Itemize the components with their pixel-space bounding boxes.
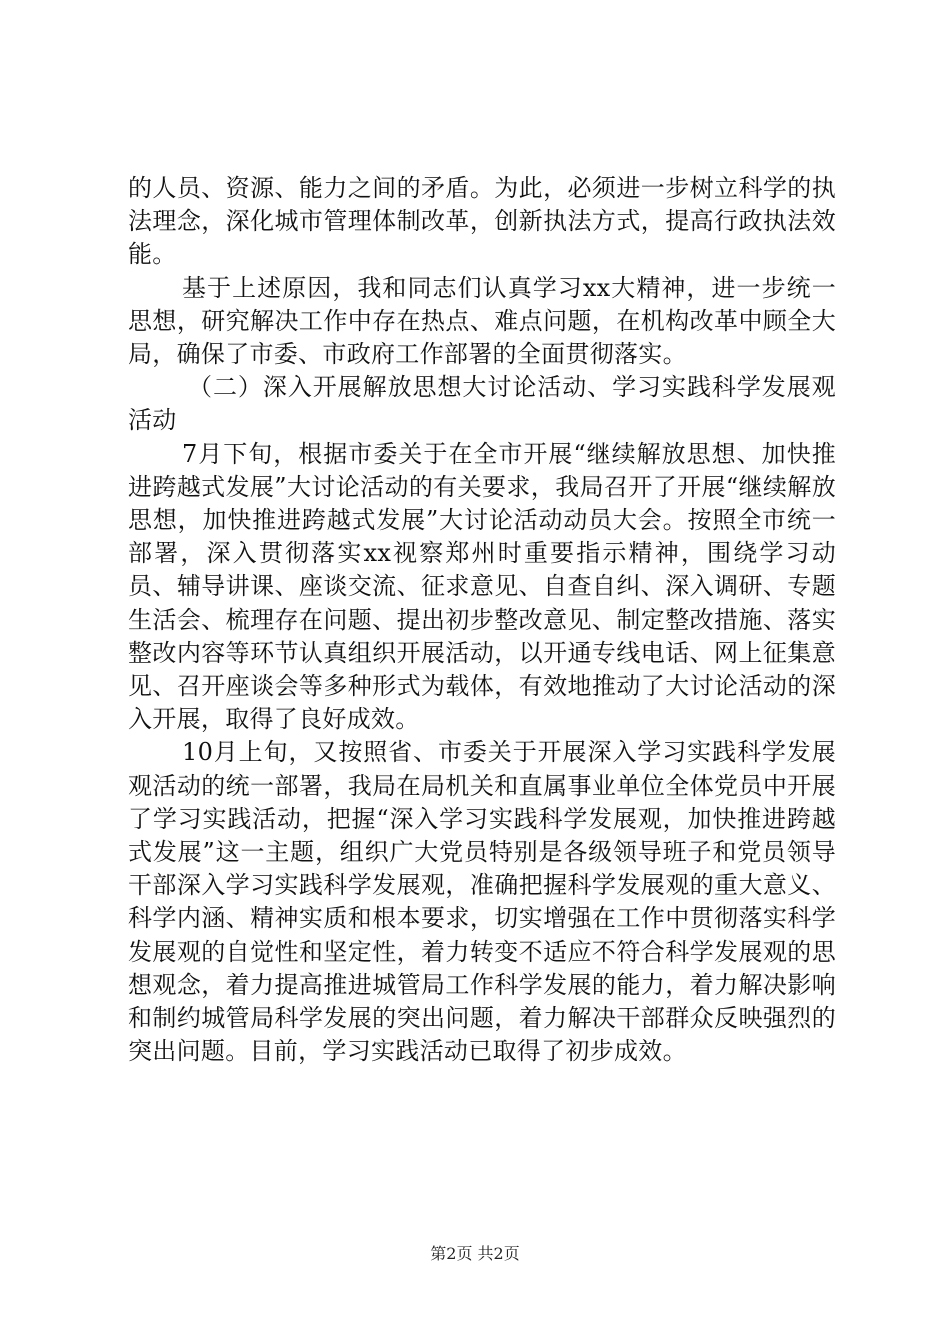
paragraph-july-discussion: 7月下旬，根据市委关于在全市开展“继续解放思想、加快推进跨越式发展”大讨论活动的有关要求，我局召开了开展“继续解放思想，加快推进跨越式发展”大讨论活动动员大会。按照全市统一部署，深入贯彻落实xx视察郑州时重要指示精神，围绕学习动员、辅导讲课、座谈交流、征求意见、自查自纠、深入调研、专题生活会、梳理存在问题、提出初步整改意见、制定整改措施、落实整改内容等环节认真组织开展活动，以开通专线电话、网上征集意见、召开座谈会等多种形式为载体，有效地推动了大讨论活动的深入开展，取得了良好成效。 (128, 439, 836, 734)
section-heading-2: （二）深入开展解放思想大讨论活动、学习实践科学发展观活动 (128, 373, 836, 435)
page-number-footer: 第2页 共2页 (430, 1244, 520, 1263)
paragraph-continuation: 的人员、资源、能力之间的矛盾。为此，必须进一步树立科学的执法理念，深化城市管理体制改革，创新执法方式，提高行政执法效能。 (128, 174, 836, 269)
document-body (128, 172, 836, 1068)
paragraph-study-summary: 基于上述原因，我和同志们认真学习xx大精神，进一步统一思想，研究解决工作中存在热点、难点问题，在机构改革中顾全大局，确保了市委、市政府工作部署的全面贯彻落实。 (128, 273, 836, 369)
paragraph-october-practice: 10月上旬，又按照省、市委关于开展深入学习实践科学发展观活动的统一部署，我局在局机关和直属事业单位全体党员中开展了学习实践活动，把握“深入学习实践科学发展观，加快推进跨越式发展”这一主题，组织广大党员特别是各级领导班子和党员领导干部深入学习实践科学发展观，准确把握科学发展观的重大意义、科学内涵、精神实质和根本要求，切实增强在工作中贯彻落实科学发展观的自觉性和坚定性，着力转变不适应不符合科学发展观的思想观念，着力提高推进城管局工作科学发展的能力，着力解决影响和制约城管局科学发展的突出问题，着力解决干部群众反映强烈的突出问题。目前，学习实践活动已取得了初步成效。 (128, 738, 836, 1066)
